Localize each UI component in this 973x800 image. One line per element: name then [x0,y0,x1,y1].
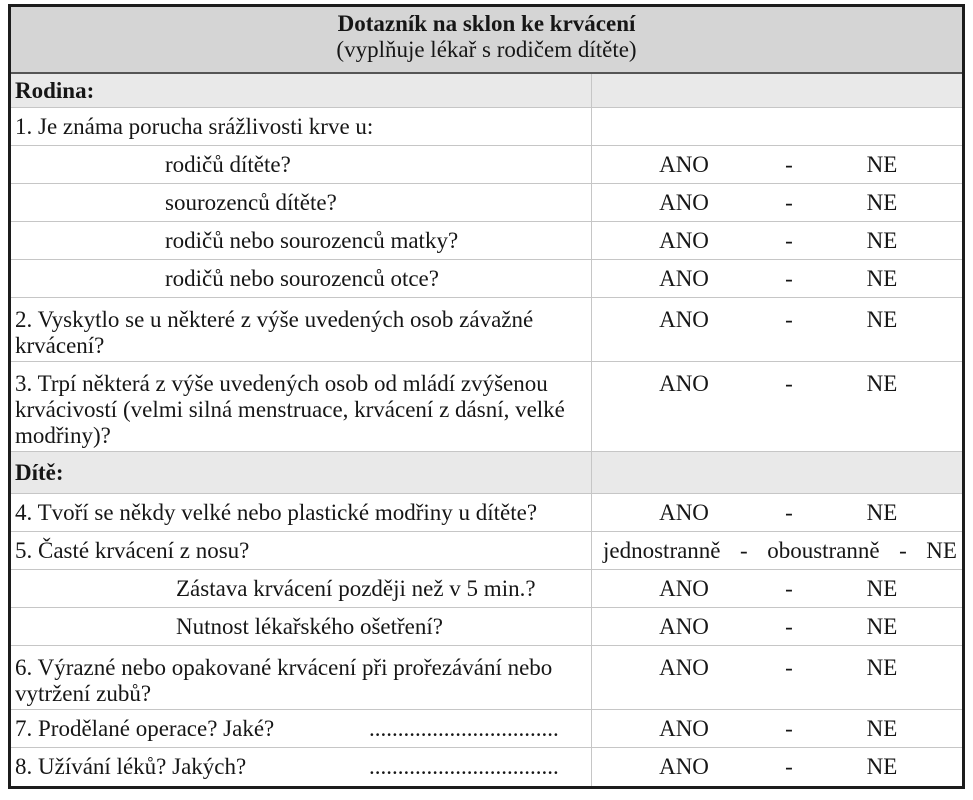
answer-separator: - [785,266,793,291]
answer-cell [592,108,962,145]
question-text-line: krvácivostí (velmi silná menstruace, krvácení z dásní, velké [15,397,565,422]
answer-cell [592,222,962,259]
questionnaire-table [8,4,965,789]
question-text-line: modřiny)? [15,423,111,448]
sub-question-row [11,146,962,184]
answer-separator: - [785,228,793,253]
answer-option: ANO [659,371,709,396]
answer-option: ANO [659,614,709,639]
blank-cell [592,74,962,107]
answer-separator: - [785,152,793,177]
question-row [11,646,962,710]
answer-separator: - [785,655,793,680]
question-text-line: 2. Vyskytlo se u některé z výše uvedených osob závažné [15,307,534,332]
question-text-line: 5. Časté krvácení z nosu? [15,538,250,563]
answer-separator: - [785,576,793,601]
sub-question-cell [11,184,592,221]
answer-cell [592,608,962,645]
sub-question-row [11,260,962,298]
questionnaire-body [11,74,962,786]
answer-option: ANO [659,307,709,332]
sub-question-text: rodičů nebo sourozenců matky? [165,228,459,253]
section-group [11,74,962,452]
sub-question-cell [11,260,592,297]
answer-cell [592,494,962,531]
question-row [11,362,962,452]
sub-question-cell [11,146,592,183]
fill-in-line: ................................. [369,716,559,741]
answer-options [592,500,962,526]
answer-separator: - [785,754,793,779]
question-text-line: krvácení? [15,333,105,358]
answer-options [592,716,962,742]
question-row [11,710,962,748]
question-cell [11,532,592,569]
answer-option: NE [866,655,898,680]
question-row [11,108,962,146]
question-text-line: 6. Výrazné nebo opakované krvácení při prořezávání nebo [15,655,553,680]
answer-option: ANO [659,754,709,779]
form-header [11,7,962,74]
question-cell [11,710,592,747]
answer-option: ANO [659,500,709,525]
sub-question-row [11,184,962,222]
section-heading-row [11,452,962,494]
answer-cell [592,570,962,607]
section-heading: Rodina: [15,77,95,103]
answer-option: NE [866,307,898,332]
question-row [11,532,962,570]
answer-options [592,152,962,178]
answer-options [592,655,962,681]
answer-option: ANO [659,190,709,215]
question-text-line: 1. Je známa porucha srážlivosti krve u: [15,114,374,139]
answer-option: NE [866,371,898,396]
answer-option: NE [866,228,898,253]
question-row [11,494,962,532]
question-row [11,748,962,786]
answer-options [592,371,962,397]
answer-separator: - [740,538,748,563]
section-heading-row [11,74,962,108]
section-heading-cell [11,452,592,493]
question-text-line: 8. Užívání léků? Jakých? [15,754,247,779]
question-text-line: 3. Trpí některá z výše uvedených osob od mládí zvýšenou [15,371,548,396]
section-heading-cell [11,74,592,107]
answer-separator: - [785,371,793,396]
question-cell [11,646,592,709]
answer-cell [592,646,962,709]
answer-option: ANO [659,716,709,741]
answer-option: ANO [659,655,709,680]
answer-options [592,754,962,780]
form-title: Dotazník na sklon ke krvácení [337,11,636,36]
answer-cell [592,362,962,451]
sub-question-text: rodičů dítěte? [165,152,291,177]
answer-separator: - [785,190,793,215]
answer-cell [592,710,962,747]
answer-option: ANO [659,266,709,291]
answer-cell [592,146,962,183]
answer-option: ANO [659,228,709,253]
sub-question-text: rodičů nebo sourozenců otce? [165,266,439,291]
answer-options [592,614,962,640]
question-cell [11,298,592,361]
answer-options [592,576,962,602]
blank-cell [592,452,962,493]
answer-cell [592,748,962,786]
question-row [11,298,962,362]
answer-option: NE [926,538,957,563]
question-text-line: 7. Prodělané operace? Jaké? [15,716,275,741]
answer-options [592,538,962,564]
answer-separator: - [899,538,907,563]
sub-question-cell [11,570,592,607]
form-subtitle: (vyplňuje lékař s rodičem dítěte) [336,37,637,62]
question-cell [11,494,592,531]
fill-in-line: ................................. [369,754,559,779]
sub-question-text: Zástava krvácení později než v 5 min.? [176,576,536,601]
answer-option: NE [866,614,898,639]
answer-separator: - [785,614,793,639]
answer-option: ANO [659,152,709,177]
sub-question-row [11,570,962,608]
answer-option: NE [866,152,898,177]
answer-options [592,228,962,254]
sub-question-text: Nutnost lékařského ošetření? [176,614,443,639]
answer-separator: - [785,307,793,332]
answer-options [592,190,962,216]
sub-question-row [11,222,962,260]
question-text-line: 4. Tvoří se někdy velké nebo plastické modřiny u dítěte? [15,500,538,525]
question-cell [11,362,592,451]
answer-options [592,266,962,292]
answer-option: NE [866,266,898,291]
answer-option: NE [866,500,898,525]
question-text-line: vytržení zubů? [15,681,152,706]
question-cell [11,108,592,145]
answer-cell [592,184,962,221]
answer-separator: - [785,716,793,741]
answer-option: NE [866,716,898,741]
section-group [11,452,962,786]
sub-question-text: sourozenců dítěte? [165,190,337,215]
answer-cell [592,532,962,569]
answer-options [592,307,962,333]
sub-question-row [11,608,962,646]
answer-cell [592,260,962,297]
answer-cell [592,298,962,361]
answer-separator: - [785,500,793,525]
answer-option: ANO [659,576,709,601]
sub-question-cell [11,222,592,259]
answer-option: NE [866,190,898,215]
sub-question-cell [11,608,592,645]
section-heading: Dítě: [15,459,64,485]
answer-option: NE [866,754,898,779]
answer-option: jednostranně [603,538,721,563]
question-cell [11,748,592,786]
answer-option: oboustranně [767,538,880,563]
answer-option: NE [866,576,898,601]
